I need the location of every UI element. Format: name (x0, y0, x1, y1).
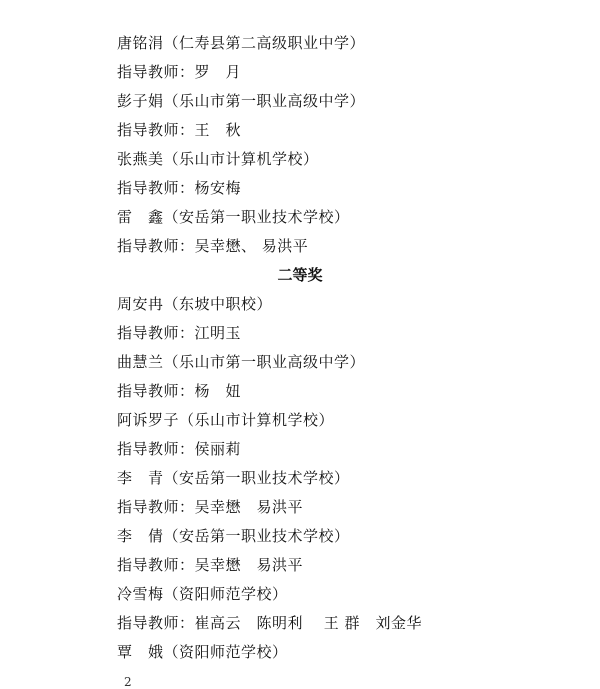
award-entry-student: 雷 鑫（安岳第一职业技术学校） (117, 208, 350, 226)
award-entry-student: 彭子娟（乐山市第一职业高级中学） (117, 92, 366, 110)
award-entry-student: 冷雪梅（资阳师范学校） (117, 585, 288, 603)
award-entry-teacher: 指导教师：吴幸懋 易洪平 (117, 498, 304, 516)
award-entry-student: 张燕美（乐山市计算机学校） (117, 150, 319, 168)
award-entry-student: 曲慧兰（乐山市第一职业高级中学） (117, 353, 366, 371)
award-entry-student: 李 倩（安岳第一职业技术学校） (117, 527, 350, 545)
award-entry-teacher: 指导教师：杨安梅 (117, 179, 242, 197)
award-entry-teacher: 指导教师：吴幸懋、 易洪平 (117, 237, 309, 255)
award-entry-teacher: 指导教师：江明玉 (117, 324, 242, 342)
award-entry-student: 覃 娥（资阳师范学校） (117, 643, 288, 661)
award-entry-teacher: 指导教师：罗 月 (117, 63, 242, 81)
section-heading-second-prize: 二等奖 (277, 266, 323, 284)
award-entry-teacher: 指导教师：吴幸懋 易洪平 (117, 556, 304, 574)
award-entry-teacher: 指导教师：王 秋 (117, 121, 242, 139)
award-entry-teacher: 指导教师：崔高云 陈明利 王 群 刘金华 (117, 614, 423, 632)
award-entry-student: 唐铭涓（仁寿县第二高级职业中学） (117, 34, 366, 52)
award-entry-student: 周安冉（东坡中职校） (117, 295, 273, 313)
award-entry-teacher: 指导教师：侯丽莉 (117, 440, 242, 458)
award-entry-student: 阿诉罗子（乐山市计算机学校） (117, 411, 335, 429)
page-number: 2 (124, 675, 132, 689)
award-entry-teacher: 指导教师：杨 妞 (117, 382, 242, 400)
award-entry-student: 李 青（安岳第一职业技术学校） (117, 469, 350, 487)
